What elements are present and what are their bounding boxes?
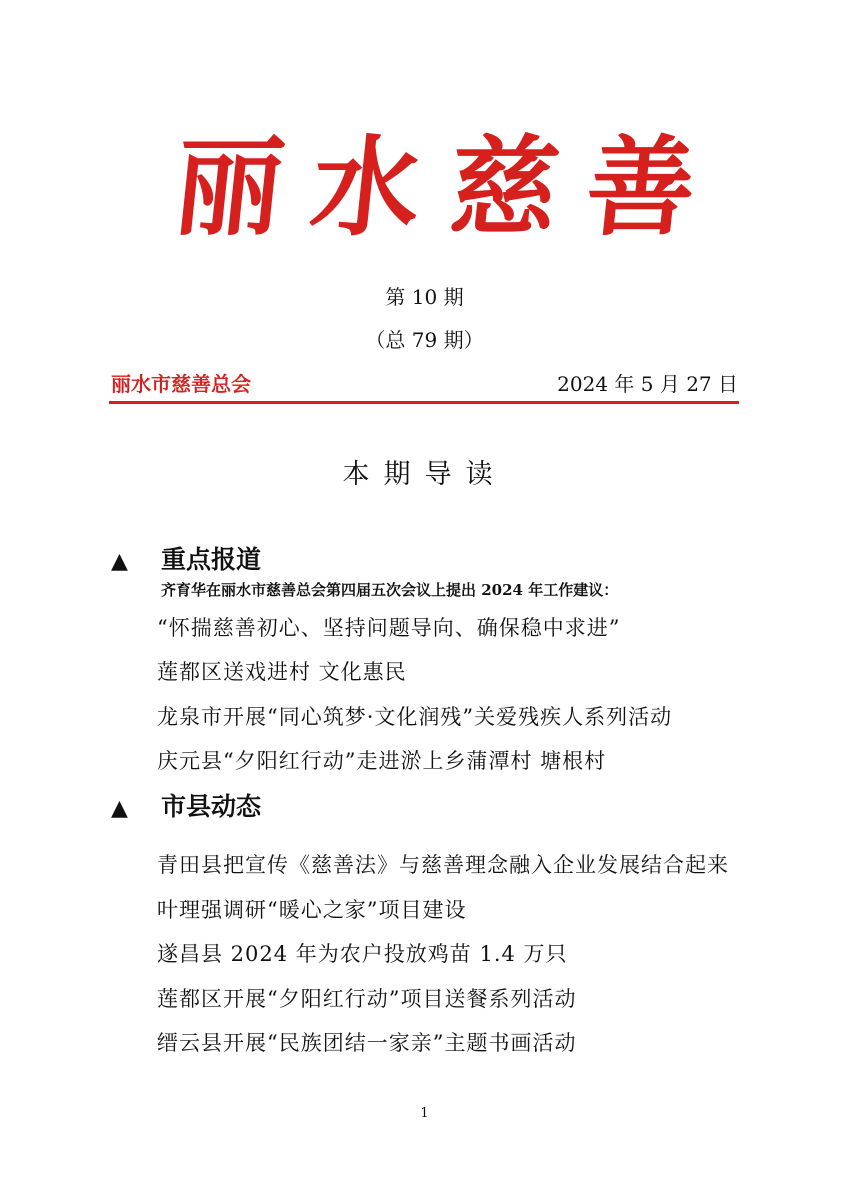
toc-item[interactable]: 叶理强调研“暖心之家”项目建设 <box>157 898 467 922</box>
triangle-icon: ▲ <box>111 549 128 574</box>
toc-item[interactable]: 莲都区开展“夕阳红行动”项目送餐系列活动 <box>157 987 577 1011</box>
toc-title: 本期导读 <box>342 459 507 490</box>
toc-item[interactable]: 遂昌县 2024 年为农户投放鸡苗 1.4 万只 <box>157 942 568 966</box>
publish-date: 2024 年 5 月 27 日 <box>557 372 738 396</box>
issue-number: 第 10 期 <box>385 285 464 309</box>
section-heading-city-county-news <box>111 787 261 823</box>
section-title: 市县动态 <box>161 792 262 821</box>
triangle-icon: ▲ <box>111 796 128 821</box>
masthead-char: 水 <box>305 125 427 251</box>
organization-name: 丽水市慈善总会 <box>111 372 251 396</box>
section-title: 重点报道 <box>161 545 262 574</box>
header-divider <box>109 401 739 404</box>
toc-item[interactable]: “怀揣慈善初心、坚持问题导向、确保稳中求进” <box>157 616 621 640</box>
issue-total: （总 79 期） <box>365 328 484 352</box>
section-subhead: 齐育华在丽水市慈善总会第四届五次会议上提出 2024 年工作建议： <box>161 581 619 599</box>
masthead-char: 善 <box>580 125 702 251</box>
masthead-logo <box>168 118 702 258</box>
toc-item[interactable]: 青田县把宣传《慈善法》与慈善理念融入企业发展结合起来 <box>157 853 729 877</box>
toc-item[interactable]: 庆元县“夕阳红行动”走进淤上乡蒲潭村 塘根村 <box>157 749 607 773</box>
page-number: 1 <box>420 1106 429 1121</box>
masthead-char: 丽 <box>168 125 290 251</box>
toc-item[interactable]: 莲都区送戏进村 文化惠民 <box>157 660 407 684</box>
section-heading-key-reports <box>111 540 261 576</box>
masthead-char: 慈 <box>443 125 565 251</box>
toc-item[interactable]: 龙泉市开展“同心筑梦·文化润残”关爱残疾人系列活动 <box>157 705 673 729</box>
toc-item[interactable]: 缙云县开展“民族团结一家亲”主题书画活动 <box>157 1031 577 1055</box>
